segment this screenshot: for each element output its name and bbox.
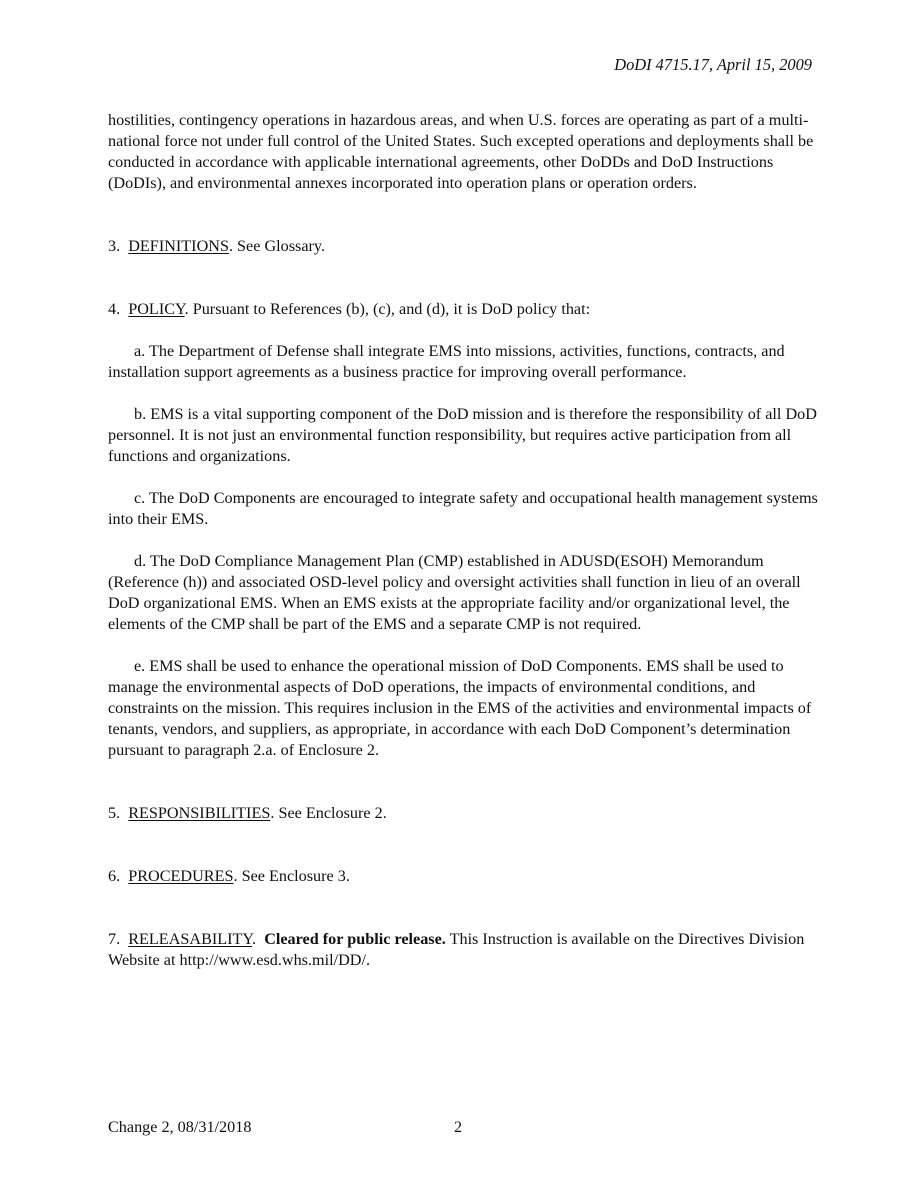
policy-item-c: c. The DoD Components are encouraged to integrate safety and occupational health management systems into their EMS.	[108, 489, 818, 528]
section-text: . See Enclosure 3.	[233, 867, 350, 885]
release-statement: Cleared for public release.	[264, 930, 446, 948]
section-number: 3.	[108, 237, 121, 255]
policy-item-b: b. EMS is a vital supporting component of the DoD mission and is therefore the responsibility of all DoD personnel. It is not just an environmental function responsibility, but requires active participation from all functions and organizations.	[108, 405, 817, 465]
section-number: 7.	[108, 930, 121, 948]
section-text: This Instruction is available on the Directives Division Website at http://www.esd.whs.mil/DD/.	[108, 930, 805, 969]
document-citation-header: DoDI 4715.17, April 15, 2009	[614, 55, 812, 74]
section-title: PROCEDURES	[128, 867, 234, 885]
section-number: 4.	[108, 300, 121, 318]
section-text: . See Glossary.	[228, 237, 326, 255]
section-separator: .	[252, 930, 265, 948]
policy-item-e: e. EMS shall be used to enhance the operational mission of DoD Components. EMS shall be used to manage the environmental aspects of DoD operations, the impacts of environmental conditions, and constraints on the mission. This requires inclusion in the EMS of the activities and environmental impacts of tenants, vendors, and suppliers, as appropriate, in accordance with each DoD Component’s determination pursuant to paragraph 2.a. of Enclosure 2.	[108, 657, 812, 759]
section-text: . Pursuant to References (b), (c), and (d), it is DoD policy that:	[184, 300, 591, 318]
section-releasability	[108, 929, 818, 971]
section-number: 6.	[108, 867, 121, 885]
section-title: DEFINITIONS	[128, 237, 229, 255]
section-title: RELEASABILITY	[128, 930, 253, 948]
section-policy	[108, 299, 818, 320]
section-definitions	[108, 236, 818, 257]
section-title: RESPONSIBILITIES	[128, 804, 271, 822]
document-body	[108, 110, 818, 1013]
policy-item-d: d. The DoD Compliance Management Plan (CMP) established in ADUSD(ESOH) Memorandum (Reference (h)) and associated OSD-level policy and oversight activities shall function in lieu of an overall DoD organizational EMS. When an EMS exists at the appropriate facility and/or organizational level, the elements of the CMP shall be part of the EMS and a separate CMP is not required.	[108, 552, 801, 633]
footer-page-number: 2	[454, 1118, 463, 1136]
intro-continuation-paragraph: hostilities, contingency operations in hazardous areas, and when U.S. forces are operating as part of a multi-national force not under full control of the United States. Such excepted operations and deployments shall be conducted in accordance with applicable international agreements, other DoDDs and DoD Instructions (DoDIs), and environmental annexes incorporated into operation plans or operation orders.	[108, 111, 814, 192]
section-responsibilities	[108, 803, 818, 824]
section-text: . See Enclosure 2.	[270, 804, 387, 822]
footer-change-date: Change 2, 08/31/2018	[108, 1118, 252, 1136]
policy-item-a: a. The Department of Defense shall integrate EMS into missions, activities, functions, contracts, and installation support agreements as a business practice for improving overall performance.	[108, 342, 785, 381]
section-procedures	[108, 866, 818, 887]
section-title: POLICY	[128, 300, 185, 318]
section-number: 5.	[108, 804, 121, 822]
